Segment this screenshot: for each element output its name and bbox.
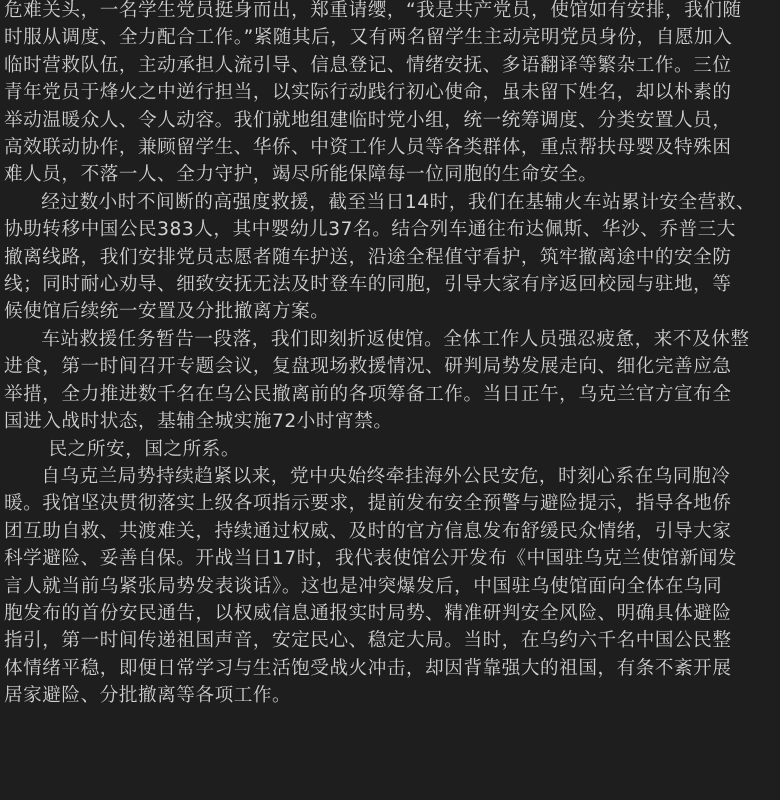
text-line: 撤离线路，我们安排党员志愿者随车护送，沿途全程值守看护，筑牢撤离途中的安全防 [4,246,732,268]
text-line: 胞发布的首份安民通告，以权威信息通报实时局势、精准研判安全风险、明确具体避险 [4,602,732,624]
text-line: 青年党员于烽火之中逆行担当，以实际行动践行初心使命，虽未留下姓名，却以朴素的 [4,82,732,104]
text-line: 体情绪平稳，即便日常学习与生活饱受战火冲击，却因背靠强大的祖国，有条不紊开展 [4,657,732,679]
text-line: 进食，第一时间召开专题会议，复盘现场救援情况、研判局势发展走向、细化完善应急 [4,356,732,378]
text-line: 协助转移中国公民383人，其中婴幼儿37名。结合列车通往布达佩斯、华沙、乔普三大 [4,219,736,241]
text-line: 国进入战时状态，基辅全城实施72小时宵禁。 [4,411,393,433]
text-line: 言人就当前乌紧张局势发表谈话》。这也是冲突爆发后，中国驻乌使馆面向全体在乌同 [4,575,723,597]
text-line: 候使馆后续统一安置及分批撤离方案。 [4,301,330,323]
text-line: 经过数小时不间断的高强度救援，截至当日14时，我们在基辅火车站累计安全营救、 [41,191,756,213]
paragraph-return-embassy [4,326,776,436]
text-line: 难人员，不落一人、全力守护，竭尽所能保障每一位同胞的生命安全。 [4,164,598,186]
paragraph-station-rescue [4,189,776,326]
text-line: 线；同时耐心劝导、细致安抚无法及时登车的同胞，引导大家有序返回校园与驻地，等 [4,274,732,296]
text-line: 暖。我馆坚决贯彻落实上级各项指示要求，提前发布安全预警与避险提示，指导各地侨 [4,493,732,515]
text-line: 指引，第一时间传递祖国声音，安定民心、稳定大局。当时，在乌约六千名中国公民整 [4,630,732,652]
text-line: 团互助自救、共渡难关，持续通过权威、及时的官方信息发布舒缓民众情绪，引导大家 [4,520,732,542]
text-line: 临时营救队伍，主动承担人流引导、信息登记、情绪安抚、多语翻译等繁杂工作。三位 [4,54,732,76]
text-line: 高效联动协作，兼顾留学生、华侨、中资工作人员等各类群体，重点帮扶母婴及特殊困 [4,137,732,159]
text-line: 时服从调度、全力配合工作。”紧随其后，又有两名留学生主动亮明党员身份，自愿加入 [4,27,733,49]
text-line: 举措，全力推进数千名在乌公民撤离前的各项筹备工作。当日正午，乌克兰官方宣布全 [4,383,732,405]
text-line: 自乌克兰局势持续趋紧以来，党中央始终牵挂海外公民安危，时刻心系在乌同胞冷 [41,465,731,487]
paragraph-emergency-volunteers [4,0,776,189]
text-line: 危难关头，一名学生党员挺身而出，郑重请缨，“我是共产党员，使馆如有安排，我们随 [4,0,742,21]
slogan: 民之所安，国之所系。 [48,438,241,460]
text-line: 车站救援任务暂告一段落，我们即刻折返使馆。全体工作人员强忍疲惫，来不及休整 [41,328,750,350]
paragraph-embassy-notice [4,463,776,710]
text-line: 科学避险、妥善自保。开战当日17时，我代表使馆公开发布《中国驻乌克兰使馆新闻发 [4,548,738,570]
text-line: 举动温暖众人、令人动容。我们就地组建临时党小组，统一统筹调度、分类安置人员， [4,109,732,131]
text-line: 居家避险、分批撤离等各项工作。 [4,685,292,707]
